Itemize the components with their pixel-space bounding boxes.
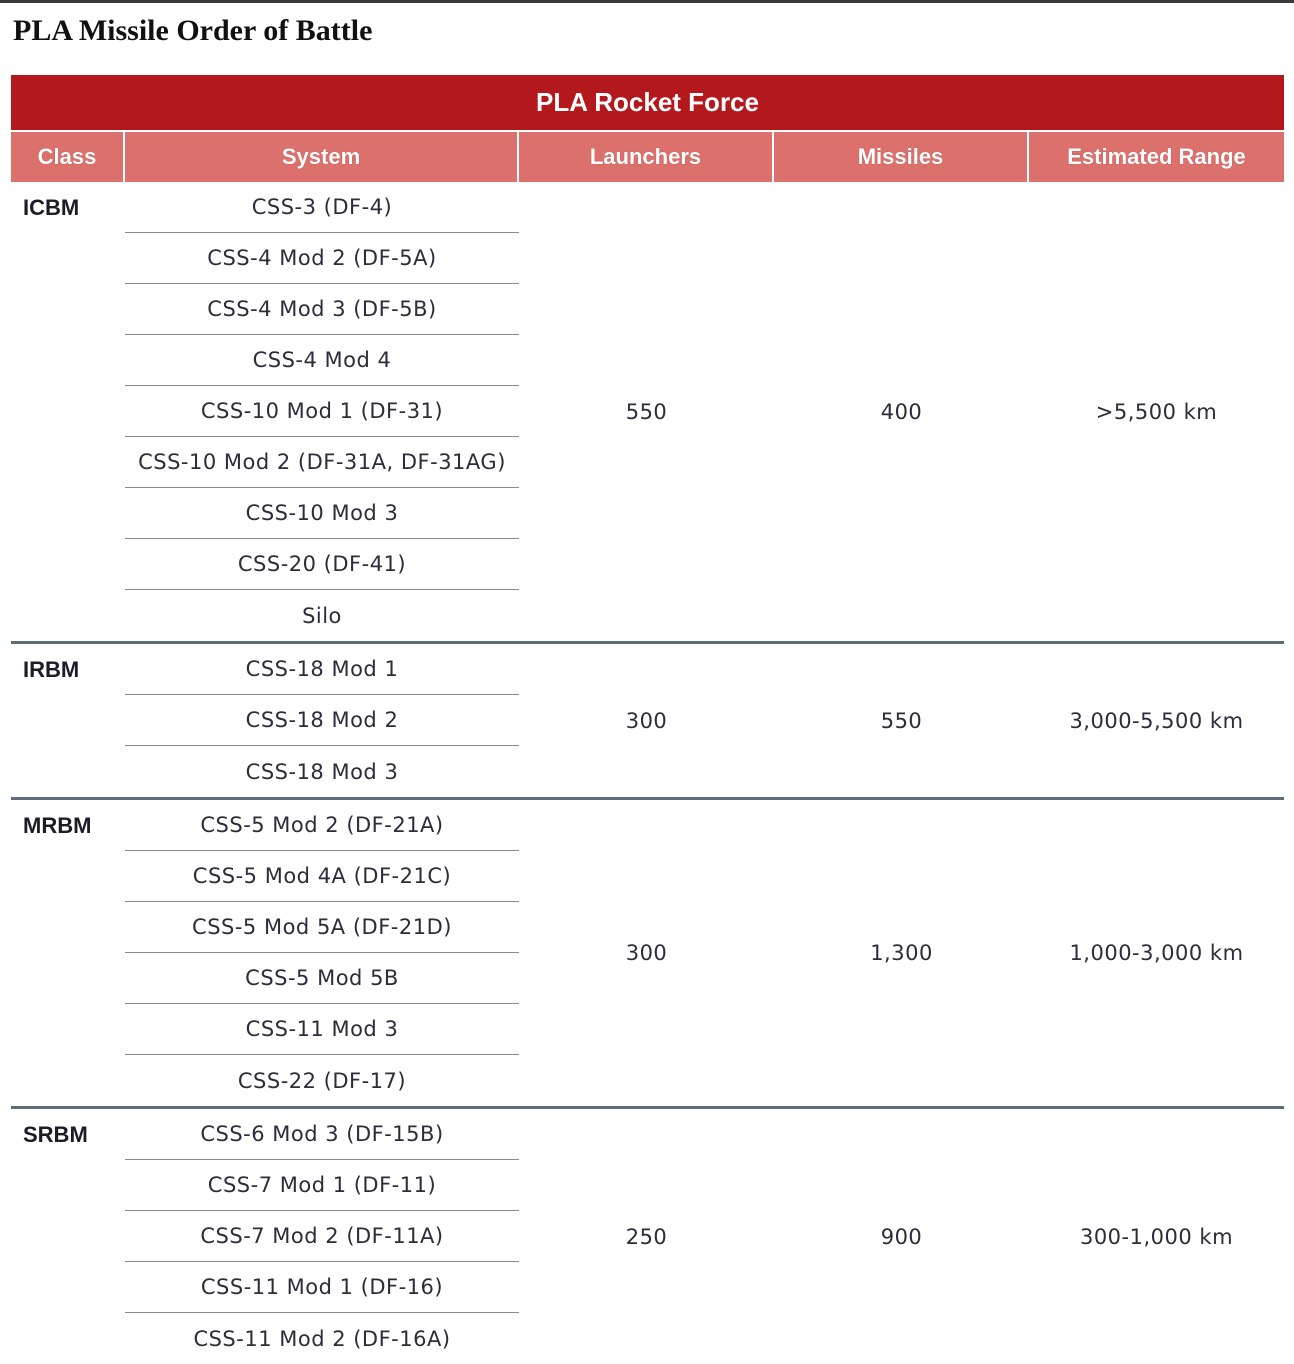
system-list <box>125 644 519 797</box>
system-cell: CSS-10 Mod 2 (DF-31A, DF-31AG) <box>125 437 519 488</box>
header-launchers: Launchers <box>519 132 774 182</box>
missiles-cell: 400 <box>880 399 923 424</box>
table-banner: PLA Rocket Force <box>11 75 1284 132</box>
missile-table <box>11 75 1284 1364</box>
system-cell: CSS-5 Mod 5B <box>125 953 519 1004</box>
system-list <box>125 182 519 641</box>
system-cell: CSS-18 Mod 3 <box>245 759 399 784</box>
page-title: PLA Missile Order of Battle <box>13 14 373 47</box>
missiles-cell: 1,300 <box>870 941 933 965</box>
system-cell: CSS-7 Mod 1 (DF-11) <box>125 1160 519 1211</box>
system-list <box>125 1109 519 1364</box>
system-cell: CSS-5 Mod 4A (DF-21C) <box>125 851 519 902</box>
system-cell: CSS-18 Mod 1 <box>125 644 519 695</box>
class-cell: SRBM <box>23 1122 88 1147</box>
header-class: Class <box>11 132 125 182</box>
launchers-cell: 250 <box>625 1224 668 1249</box>
system-cell: CSS-20 (DF-41) <box>125 539 519 590</box>
launchers-cell: 300 <box>625 941 668 965</box>
class-cell: MRBM <box>23 813 92 838</box>
class-cell: ICBM <box>23 195 80 220</box>
table-body <box>11 182 1284 1364</box>
system-cell: CSS-3 (DF-4) <box>125 182 519 233</box>
class-cell: IRBM <box>23 657 80 682</box>
missiles-cell: 900 <box>880 1224 923 1249</box>
system-list <box>125 800 519 1106</box>
system-cell: CSS-4 Mod 4 <box>125 335 519 386</box>
class-group-icbm <box>11 182 1284 644</box>
system-cell: CSS-22 (DF-17) <box>237 1068 407 1093</box>
launchers-cell: 300 <box>625 708 668 733</box>
header-system: System <box>125 132 519 182</box>
system-cell: CSS-10 Mod 3 <box>125 488 519 539</box>
system-cell: CSS-11 Mod 1 (DF-16) <box>125 1262 519 1313</box>
range-cell: >5,500 km <box>1095 399 1218 424</box>
system-cell: CSS-18 Mod 2 <box>125 695 519 746</box>
system-cell: CSS-5 Mod 2 (DF-21A) <box>125 800 519 851</box>
header-missiles: Missiles <box>774 132 1029 182</box>
system-cell: Silo <box>302 603 342 628</box>
header-estimated-range: Estimated Range <box>1029 132 1284 182</box>
system-cell: CSS-10 Mod 1 (DF-31) <box>125 386 519 437</box>
system-cell: CSS-6 Mod 3 (DF-15B) <box>125 1109 519 1160</box>
class-group-srbm <box>11 1109 1284 1364</box>
class-group-irbm <box>11 644 1284 800</box>
range-cell: 1,000-3,000 km <box>1069 941 1244 965</box>
range-cell: 3,000-5,500 km <box>1069 708 1244 733</box>
system-cell: CSS-11 Mod 2 (DF-16A) <box>193 1326 451 1351</box>
system-cell: CSS-4 Mod 3 (DF-5B) <box>125 284 519 335</box>
system-cell: CSS-7 Mod 2 (DF-11A) <box>125 1211 519 1262</box>
system-cell: CSS-5 Mod 5A (DF-21D) <box>125 902 519 953</box>
range-cell: 300-1,000 km <box>1079 1224 1234 1249</box>
missiles-cell: 550 <box>880 708 923 733</box>
system-cell: CSS-4 Mod 2 (DF-5A) <box>125 233 519 284</box>
class-group-mrbm <box>11 800 1284 1109</box>
column-headers <box>11 132 1284 182</box>
system-cell: CSS-11 Mod 3 <box>125 1004 519 1055</box>
top-border <box>0 0 1294 3</box>
launchers-cell: 550 <box>625 399 668 424</box>
